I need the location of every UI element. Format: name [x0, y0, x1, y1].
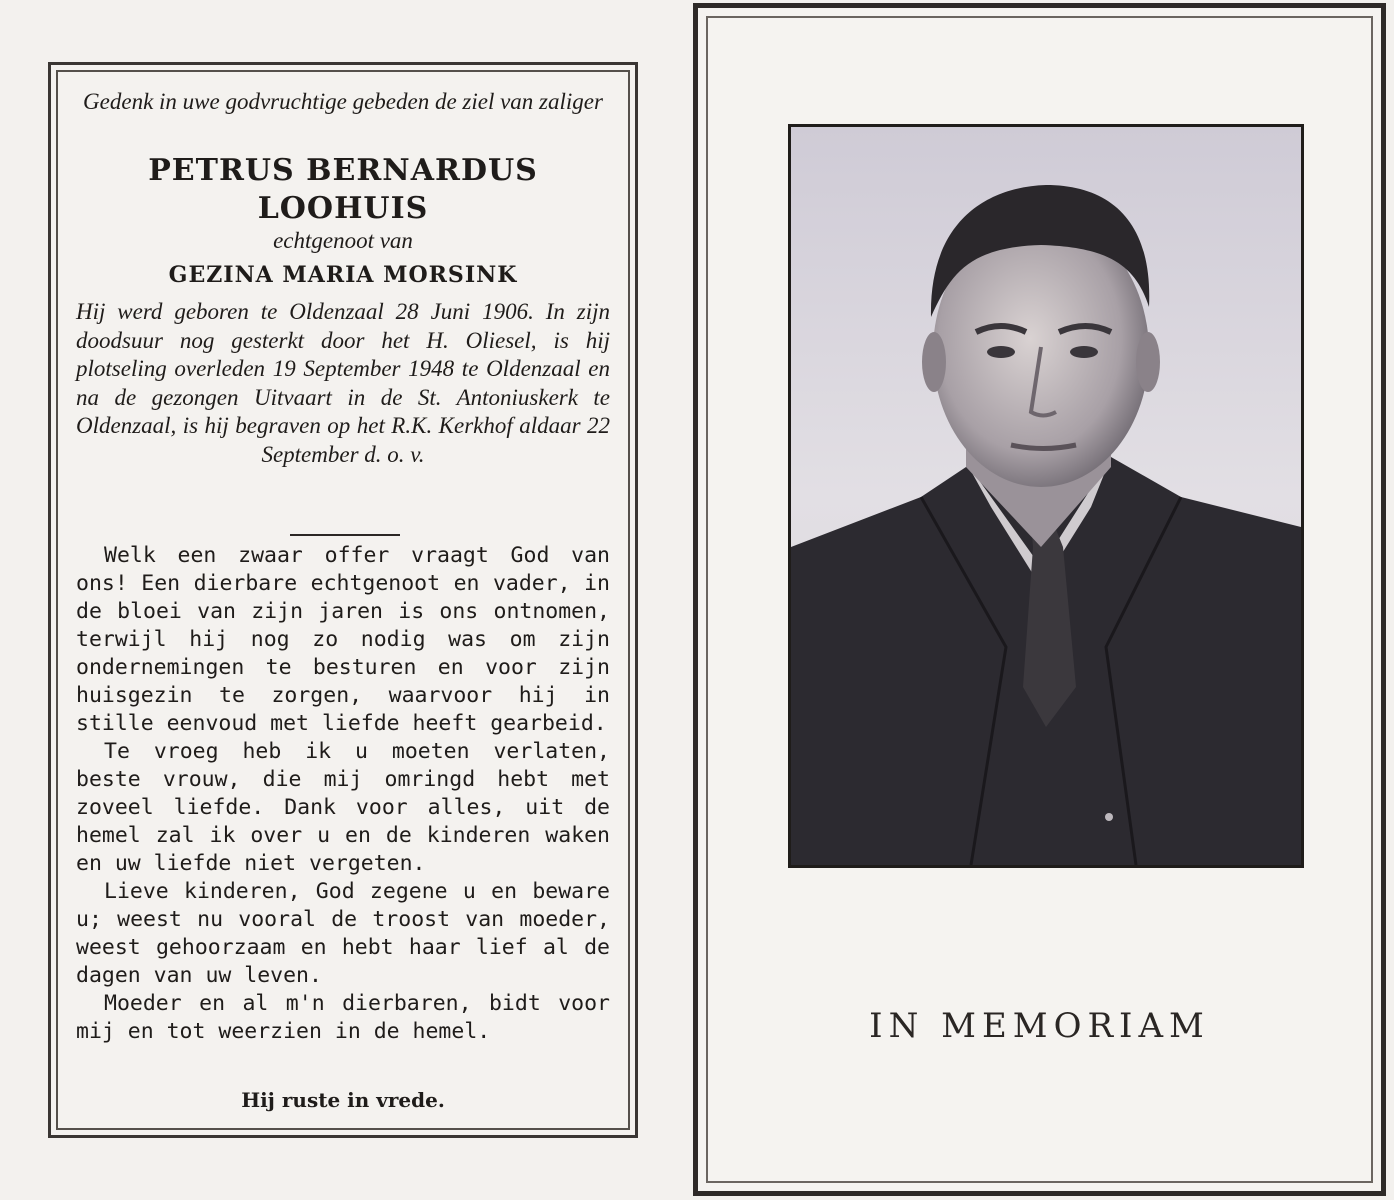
prayer-paragraph: Te vroeg heb ik u moeten verlaten, beste vrouw, die mij omringd hebt met zoveel liefde. Dank voor alles, uit de hemel zal ik over u en de kinderen waken en uw liefde niet vergeten.	[76, 739, 610, 876]
prayer-card-photo-panel	[693, 3, 1386, 1196]
text-panel-inner-border	[56, 70, 630, 1130]
portrait-photo	[788, 124, 1304, 868]
deceased-name-line2: LOOHUIS	[257, 191, 429, 226]
biography-text: Hij werd geboren te Oldenzaal 28 Juni 1906. In zijn doodsuur nog gesterkt door het H. Oliesel, is hij plotseling overleden 19 September 1948 te Oldenzaal en na de gezongen Uitvaart in de St. Antoniuskerk te Oldenzaal, is hij begraven op het R.K. Kerkhof aldaar 22 September d. o. v.	[76, 299, 610, 467]
spouse-name: GEZINA MARIA MORSINK	[168, 262, 518, 288]
deceased-name	[76, 152, 610, 228]
in-memoriam-caption: IN MEMORIAM	[869, 1006, 1210, 1046]
spouse-lead-text: echtgenoot van	[273, 228, 413, 253]
deceased-name-line1: PETRUS BERNARDUS	[148, 153, 538, 188]
prayer-paragraph: Moeder en al m'n dierbaren, bidt voor mij en tot weerzien in de hemel.	[76, 991, 610, 1044]
photo-panel-inner-border	[706, 16, 1373, 1183]
prayer-card-text-panel	[48, 62, 638, 1138]
closing-line: Hij ruste in vrede.	[241, 1088, 445, 1112]
intro-text: Gedenk in uwe godvruchtige gebeden de ziel van zaliger	[83, 89, 603, 114]
prayer-paragraph: Welk een zwaar offer vraagt God van ons! Een dierbare echtgenoot en vader, in de bloei van zijn jaren is ons ontnomen, terwijl hij nog zo nodig was om zijn ondernemingen te besturen en voor zijn huisgezin te zorgen, waarvoor hij in stille eenvoud met liefde heeft gearbeid.	[76, 543, 610, 736]
portrait-illustration	[791, 127, 1301, 865]
prayer-paragraph: Lieve kinderen, God zegene u en beware u; weest nu vooral de troost van moeder, weest gehoorzaam en hebt haar lief al de dagen van uw leven.	[76, 879, 610, 988]
prayer-text	[76, 542, 610, 1046]
section-divider	[290, 534, 400, 536]
